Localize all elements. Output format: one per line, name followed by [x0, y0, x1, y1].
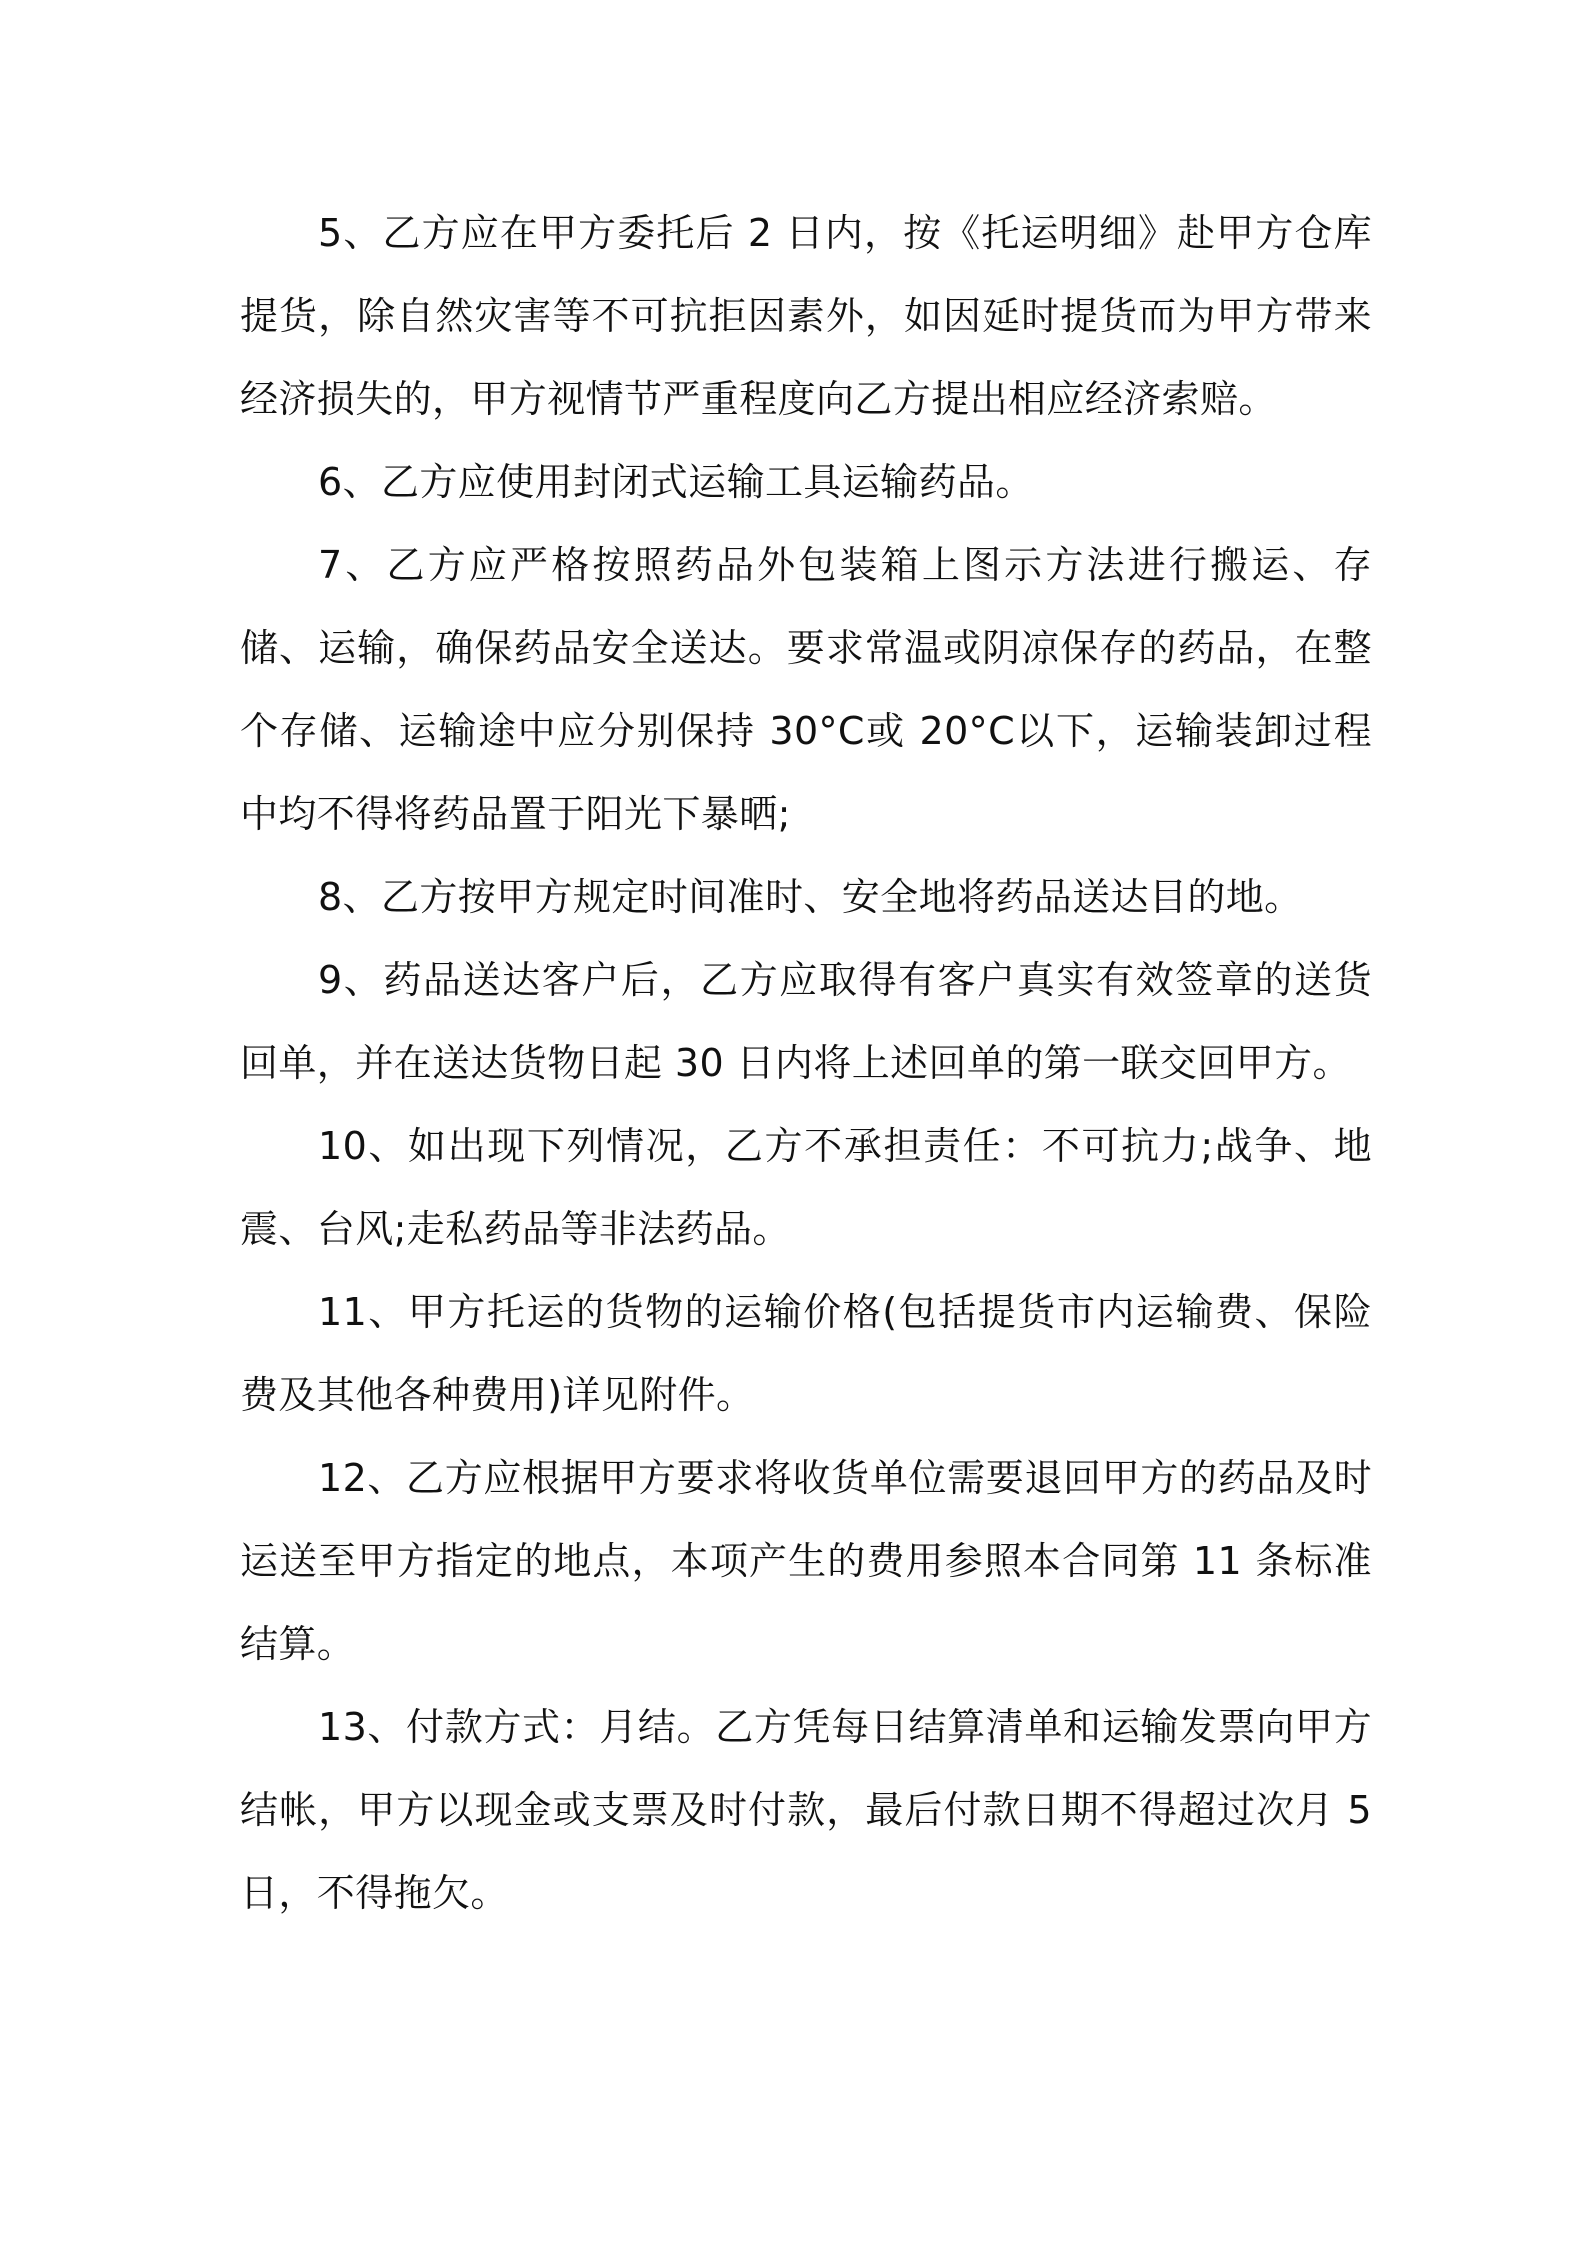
clause-5: 5、乙方应在甲方委托后 2 日内，按《托运明细》赴甲方仓库提货，除自然灾害等不可抗拒因素外，如因延时提货而为甲方带来经济损失的，甲方视情节严重程度向乙方提出相应经济索赔。	[240, 211, 1372, 421]
clause-9: 9、药品送达客户后，乙方应取得有客户真实有效签章的送货回单，并在送达货物日起 30 日内将上述回单的第一联交回甲方。	[240, 958, 1372, 1085]
clause-10: 10、如出现下列情况，乙方不承担责任：不可抗力;战争、地震、台风;走私药品等非法药品。	[240, 1124, 1372, 1251]
contract-body	[240, 192, 1372, 1935]
clause-6: 6、乙方应使用封闭式运输工具运输药品。	[318, 460, 1034, 504]
clause-13: 13、付款方式：月结。乙方凭每日结算清单和运输发票向甲方结帐，甲方以现金或支票及时付款，最后付款日期不得超过次月 5 日，不得拖欠。	[240, 1705, 1372, 1915]
clause-11: 11、甲方托运的货物的运输价格(包括提货市内运输费、保险费及其他各种费用)详见附件。	[240, 1290, 1372, 1417]
clause-8: 8、乙方按甲方规定时间准时、安全地将药品送达目的地。	[318, 875, 1303, 919]
clause-12: 12、乙方应根据甲方要求将收货单位需要退回甲方的药品及时运送至甲方指定的地点，本项产生的费用参照本合同第 11 条标准结算。	[240, 1456, 1372, 1666]
clause-7: 7、乙方应严格按照药品外包装箱上图示方法进行搬运、存储、运输，确保药品安全送达。要求常温或阴凉保存的药品，在整个存储、运输途中应分别保持 30°C或 20°C以下，运输装卸过程中均不得将药品置于阳光下暴晒;	[240, 543, 1372, 836]
